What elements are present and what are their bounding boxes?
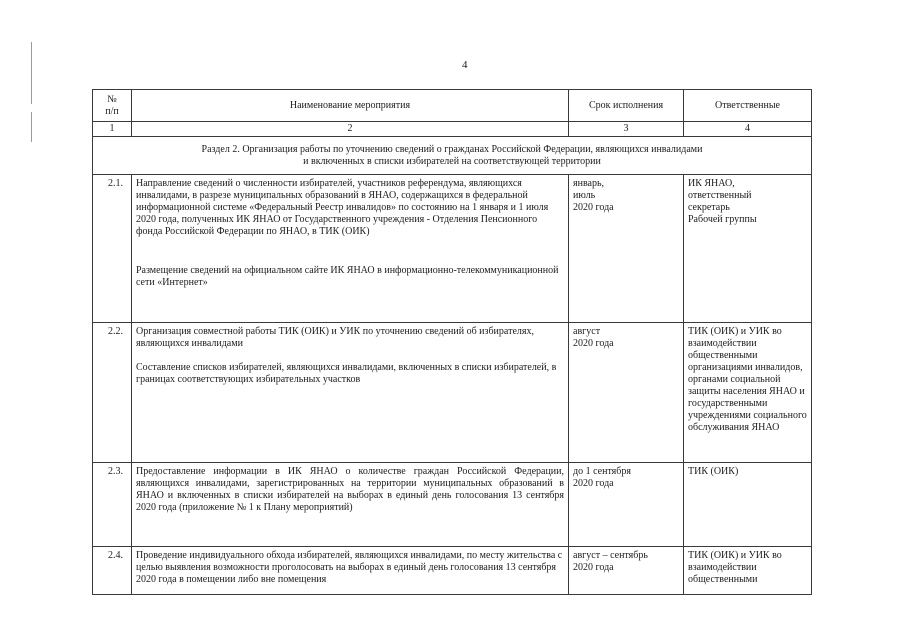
table-row	[93, 463, 812, 547]
table-row	[93, 547, 812, 595]
index-cell-2: 2	[132, 122, 569, 137]
header-deadline: Срок исполнения	[569, 90, 684, 122]
section-row	[93, 137, 812, 175]
header-num: № п/п	[93, 90, 132, 122]
index-cell-3: 3	[569, 122, 684, 137]
header-name: Наименование мероприятия	[132, 90, 569, 122]
row-text	[132, 323, 569, 463]
margin-mark-bottom	[31, 112, 32, 142]
row-num: 2.4.	[93, 547, 132, 595]
index-cell-4: 4	[684, 122, 812, 137]
table-row	[93, 175, 812, 323]
row-responsible: ТИК (ОИК) и УИК во взаимодействии общественными организациями инвалидов, органами социальной защиты населения ЯНАО и государственными учреждениями социального обслуживания ЯНАО	[684, 323, 812, 463]
section-title	[93, 137, 812, 175]
row-num: 2.2.	[93, 323, 132, 463]
row-deadline: январь, июль 2020 года	[569, 175, 684, 323]
index-row	[93, 122, 812, 137]
row-deadline: август 2020 года	[569, 323, 684, 463]
row-text-part2: Размещение сведений на официальном сайте ИК ЯНАО в информационно-телекоммуникационной сети «Интернет»	[136, 265, 559, 288]
header-responsible: Ответственные	[684, 90, 812, 122]
row-text	[132, 175, 569, 323]
row-num: 2.3.	[93, 463, 132, 547]
row-text: Предоставление информации в ИК ЯНАО о количестве граждан Российской Федерации, являющихся инвалидами, зарегистрированных на территории муниципальных образований в ЯНАО и включенных в списки избирателей на выборах в единый день голосования 13 сентября 2020 года (приложение № 1 к Плану мероприятий)	[132, 463, 569, 547]
row-deadline: август – сентябрь 2020 года	[569, 547, 684, 595]
row-text-part1: Направление сведений о численности избирателей, участников референдума, являющихся инвалидами, в разрезе муниципальных образований в ЯНАО, содержащихся в федеральной информационной системе «Федеральный Реестр инвалидов» по состоянию на 1 января и 1 июля 2020 года, полученных ИК ЯНАО от Государственного учреждения - Отделения Пенсионного фонда Российской Федерации по ЯНАО, в ТИК (ОИК)	[136, 178, 549, 237]
row-responsible: ТИК (ОИК) и УИК во взаимодействии общественными	[684, 547, 812, 595]
index-cell-1: 1	[93, 122, 132, 137]
row-text-part1: Организация совместной работы ТИК (ОИК) и УИК по уточнению сведений об избирателях, являющихся инвалидами	[136, 326, 534, 349]
header-row	[93, 90, 812, 122]
section-title-line1: Раздел 2. Организация работы по уточнению сведений о гражданах Российской Федерации, являющихся инвалидами	[201, 143, 703, 155]
measures-table	[92, 89, 812, 595]
page-number: 4	[462, 59, 468, 71]
row-responsible: ТИК (ОИК)	[684, 463, 812, 547]
row-deadline: до 1 сентября 2020 года	[569, 463, 684, 547]
margin-mark-top	[31, 42, 32, 104]
row-responsible: ИК ЯНАО, ответственный секретарь Рабочей группы	[684, 175, 812, 323]
row-text: Проведение индивидуального обхода избирателей, являющихся инвалидами, по месту жительства с целью выявления возможности проголосовать на выборах в единый день голосования 13 сентября 2020 года в помещении либо вне помещения	[132, 547, 569, 595]
row-num: 2.1.	[93, 175, 132, 323]
table-row	[93, 323, 812, 463]
row-text-part2: Составление списков избирателей, являющихся инвалидами, включенных в списки избирателей, в границах соответствующих избирательных участков	[136, 362, 557, 385]
section-title-line2: и включенных в списки избирателей на соответствующей территории	[303, 155, 601, 167]
